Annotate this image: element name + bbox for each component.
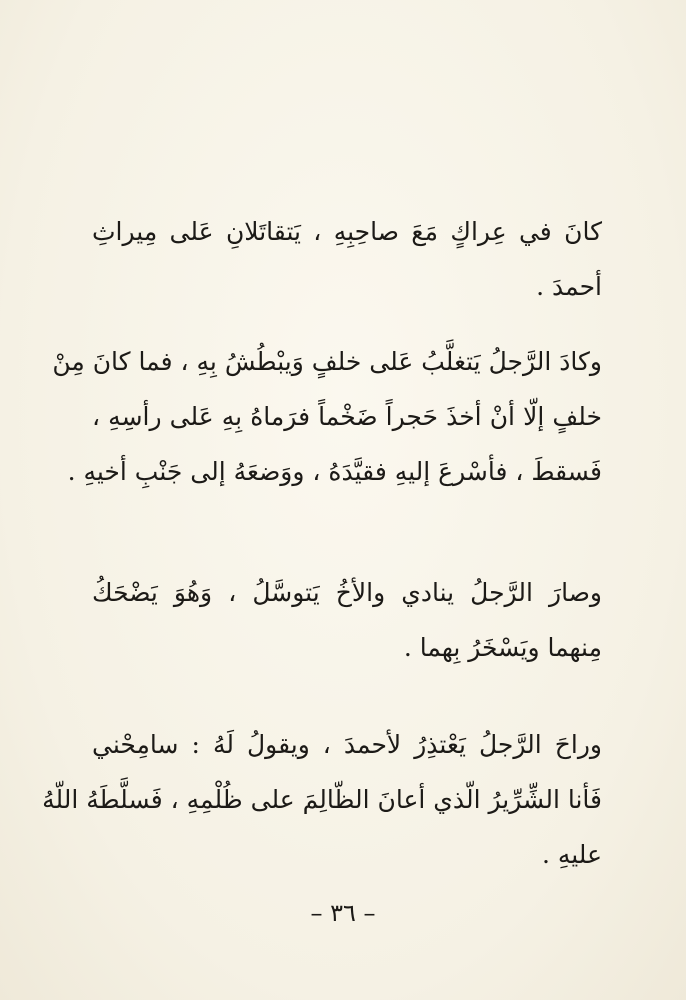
- paragraph-2: [52, 334, 602, 499]
- text-line: أحمدَ .: [536, 272, 602, 301]
- paragraph-1: [92, 204, 602, 314]
- text-line: فَأنا الشِّرِّيرُ الّذي أعانَ الظّالِمَ على ظُلْمِهِ ، فَسلَّطَهُ اللّهُ: [42, 785, 602, 814]
- text-line: وصارَ الرَّجلُ ينادي والأخُ يَتوسَّلُ ، وَهُوَ يَضْحَكُ: [92, 578, 602, 607]
- text-line: وراحَ الرَّجلُ يَعْتذِرُ لأحمدَ ، ويقولُ لَهُ : سامِحْني: [92, 730, 602, 759]
- text-line: عليهِ .: [541, 840, 602, 869]
- text-line: كانَ في عِراكٍ مَعَ صاحِبِهِ ، يَتقاتَلانِ عَلى مِيراثِ: [92, 217, 602, 246]
- text-line: وكادَ الرَّجلُ يَتغلَّبُ عَلى خلفٍ وَيبْطُشُ بِهِ ، فما كانَ مِنْ: [52, 347, 602, 376]
- paragraph-3: [92, 565, 602, 675]
- text-line: خلفٍ إلّا أنْ أخذَ حَجراً ضَخْماً فرَماهُ بِهِ عَلى رأسِهِ ،: [92, 402, 602, 431]
- text-line: فَسقطَ ، فأسْرعَ إليهِ فقيَّدَهُ ، ووَضعَهُ إلى جَنْبِ أخيهِ .: [67, 457, 602, 486]
- paragraph-4: [42, 717, 602, 882]
- text-line: مِنهما ويَسْخَرُ بِهما .: [403, 633, 602, 662]
- page-number: – ٣٦ –: [310, 899, 376, 927]
